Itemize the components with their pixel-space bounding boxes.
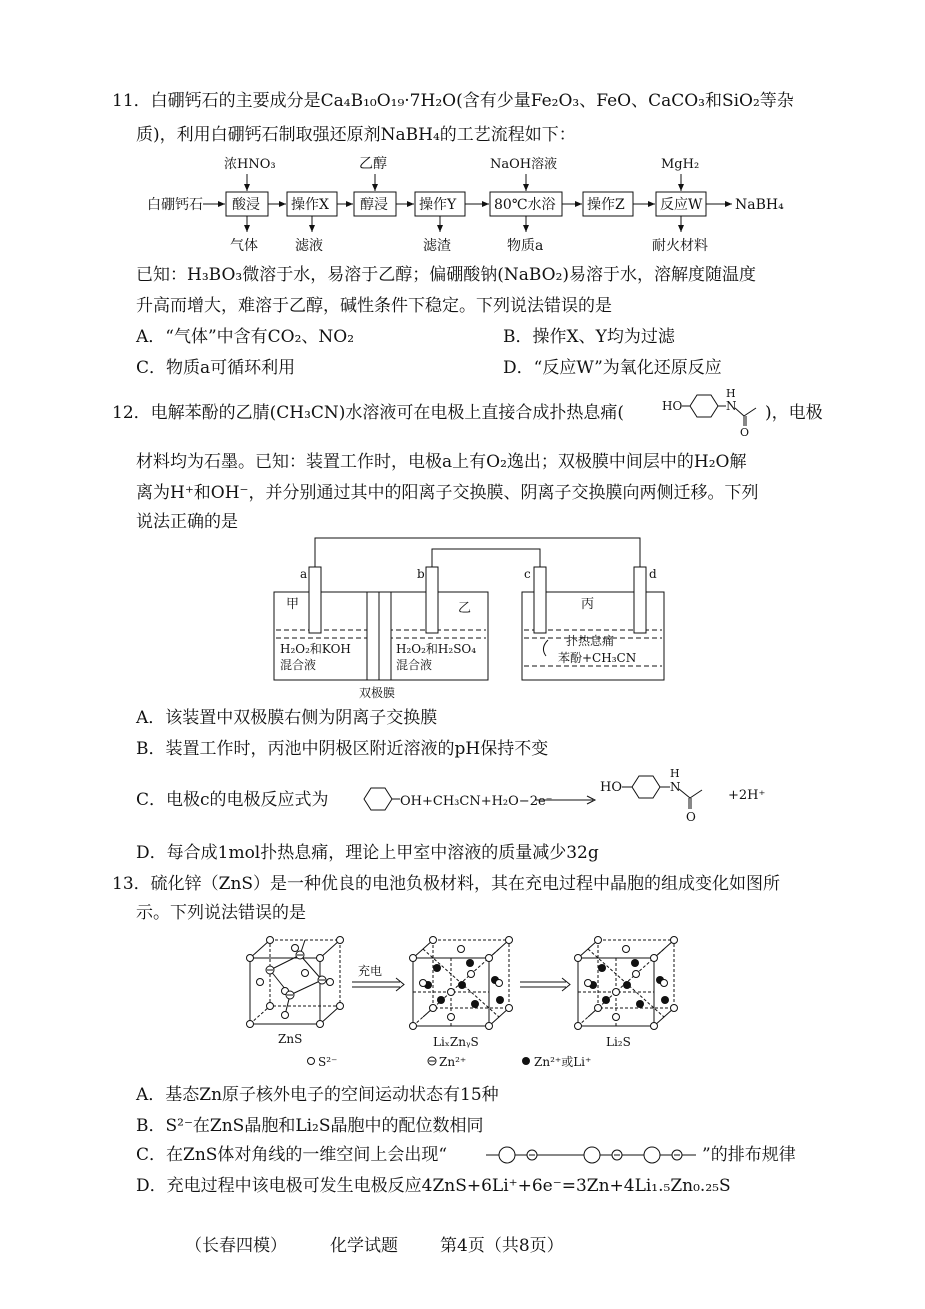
electrode-b: b — [417, 567, 425, 581]
crystal-cell-zns — [247, 937, 344, 1028]
sol-yi-1: H₂O₂和H₂SO₄ — [396, 642, 477, 656]
atom-arrangement-icon — [482, 1144, 702, 1166]
svg-text:O: O — [686, 810, 696, 824]
q12-option-c-post: +2H⁺ — [728, 788, 766, 803]
svg-text:N: N — [670, 780, 681, 794]
svg-text:操作Z: 操作Z — [587, 197, 625, 213]
electrode-c: c — [524, 567, 531, 581]
svg-text:H: H — [670, 767, 680, 780]
sol-bing-2: 苯酚+CH₃CN — [558, 651, 637, 665]
q13-stem-line2: 示。下列说法错误的是 — [136, 903, 306, 923]
q12-option-d: D．每合成1mol扑热息痛，理论上甲室中溶液的质量减少32g — [136, 843, 599, 863]
q12-option-a: A．该装置中双极膜右侧为阴离子交换膜 — [136, 708, 438, 728]
flow-start: 白硼钙石 — [147, 197, 203, 213]
electrode-d: d — [649, 567, 657, 581]
legend-s: S²⁻ — [318, 1055, 338, 1069]
svg-text:醇浸: 醇浸 — [360, 197, 388, 213]
svg-text:H: H — [726, 387, 736, 400]
sol-bing-1: 扑热息痛 — [566, 634, 615, 648]
flow-input-ethanol: 乙醇 — [359, 156, 387, 172]
flow-output-refractory: 耐火材料 — [652, 238, 708, 254]
q13-stem-line1: 13．硫化锌（ZnS）是一种优良的电池负极材料，其在充电过程中晶胞的组成变化如图所 — [112, 874, 781, 894]
q11-stem-line2: 质)，利用白硼钙石制取强还原剂NaBH₄的工艺流程如下： — [136, 125, 576, 145]
legend-mix: Zn²⁺或Li⁺ — [534, 1055, 592, 1069]
flow-input-mgh2: MgH₂ — [661, 157, 700, 172]
q12-stem-line3: 离为H⁺和OH⁻，并分别通过其中的阳离子交换膜、阴离子交换膜向两侧迁移。下列 — [136, 483, 759, 503]
q12-stem-line1b: )，电极 — [765, 403, 823, 423]
q12-stem-line4: 说法正确的是 — [136, 512, 238, 532]
charge-arrow-label: 充电 — [358, 964, 383, 978]
legend-zn: Zn²⁺ — [439, 1055, 467, 1069]
sol-yi-2: 混合液 — [396, 658, 433, 672]
flow-output-residue: 滤渣 — [423, 238, 451, 254]
room-bing: 丙 — [581, 597, 595, 612]
q11-known-line1: 已知：H₃BO₃微溶于水，易溶于乙醇；偏硼酸钠(NaBO₂)易溶于水，溶解度随温度 — [136, 265, 757, 285]
q12-option-c-reactants: OH+CH₃CN+H₂O−2e⁻ — [400, 794, 553, 809]
svg-text:操作X: 操作X — [291, 197, 329, 213]
q13-option-c-post: ”的排布规律 — [702, 1145, 796, 1165]
footer-exam: （长春四模） — [185, 1236, 287, 1256]
q13-option-d: D．充电过程中该电极可发生电极反应4ZnS+6Li⁺+6e⁻=3Zn+4Li₁.₅Zn₀.₂₅S — [136, 1176, 731, 1196]
sol-jia-1: H₂O₂和KOH — [280, 642, 351, 656]
q12-option-c-pre: C．电极c的电极反应式为 — [136, 790, 329, 810]
q11-known-line2: 升高而增大，难溶于乙醇，碱性条件下稳定。下列说法错误的是 — [136, 296, 612, 316]
q11-option-a: A．“气体”中含有CO₂、NO₂ — [136, 327, 355, 347]
sol-jia-2: 混合液 — [280, 658, 317, 672]
cell-label-lixznys: LiₓZnᵧS — [433, 1035, 479, 1049]
svg-text:80℃水浴: 80℃水浴 — [494, 197, 556, 213]
flow-end: NaBH₄ — [735, 197, 784, 213]
cell-label-zns: ZnS — [278, 1032, 303, 1046]
q12-stem-line1a: 12．电解苯酚的乙腈(CH₃CN)水溶液可在电极上直接合成扑热息痛( — [112, 403, 625, 423]
svg-text:HO: HO — [600, 780, 622, 795]
flow-input-hno3: 浓HNO₃ — [224, 157, 276, 172]
q12-option-b: B．装置工作时，丙池中阴极区附近溶液的pH保持不变 — [136, 739, 549, 759]
svg-text:酸浸: 酸浸 — [232, 197, 260, 213]
footer-subject: 化学试题 — [330, 1236, 398, 1256]
membrane-label: 双极膜 — [359, 686, 396, 700]
q13-option-c-pre: C．在ZnS体对角线的一维空间上会出现“ — [136, 1145, 448, 1165]
q13-option-a: A．基态Zn原子核外电子的空间运动状态有15种 — [136, 1085, 499, 1105]
svg-text:HO: HO — [662, 399, 683, 413]
svg-text:O: O — [740, 426, 750, 439]
q11-option-b: B．操作X、Y均为过滤 — [503, 327, 675, 347]
flow-output-filtrate: 滤液 — [295, 238, 323, 254]
svg-text:操作Y: 操作Y — [419, 197, 457, 213]
q13-option-b: B．S²⁻在ZnS晶胞和Li₂S晶胞中的配位数相同 — [136, 1116, 484, 1136]
q11-stem-line1: 11．白硼钙石的主要成分是Ca₄B₁₀O₁₉·7H₂O(含有少量Fe₂O₃、FeO、CaCO₃和SiO₂等杂 — [112, 91, 794, 111]
q12-stem-line2: 材料均为石墨。已知：装置工作时，电极a上有O₂逸出；双极膜中间层中的H₂O解 — [136, 452, 747, 472]
room-jia: 甲 — [286, 597, 300, 612]
flow-output-gas: 气体 — [230, 238, 258, 254]
q11-option-c: C．物质a可循环利用 — [136, 358, 296, 378]
cell-label-li2s: Li₂S — [606, 1035, 631, 1049]
q11-option-d: D．“反应W”为氧化还原反应 — [503, 358, 722, 378]
room-yi: 乙 — [458, 601, 472, 616]
flow-output-a: 物质a — [507, 238, 544, 254]
svg-text:N: N — [726, 399, 737, 413]
footer-page: 第4页（共8页） — [440, 1236, 564, 1256]
electrode-a: a — [300, 567, 308, 581]
flow-input-naoh: NaOH溶液 — [490, 157, 558, 172]
svg-text:反应W: 反应W — [660, 197, 703, 213]
